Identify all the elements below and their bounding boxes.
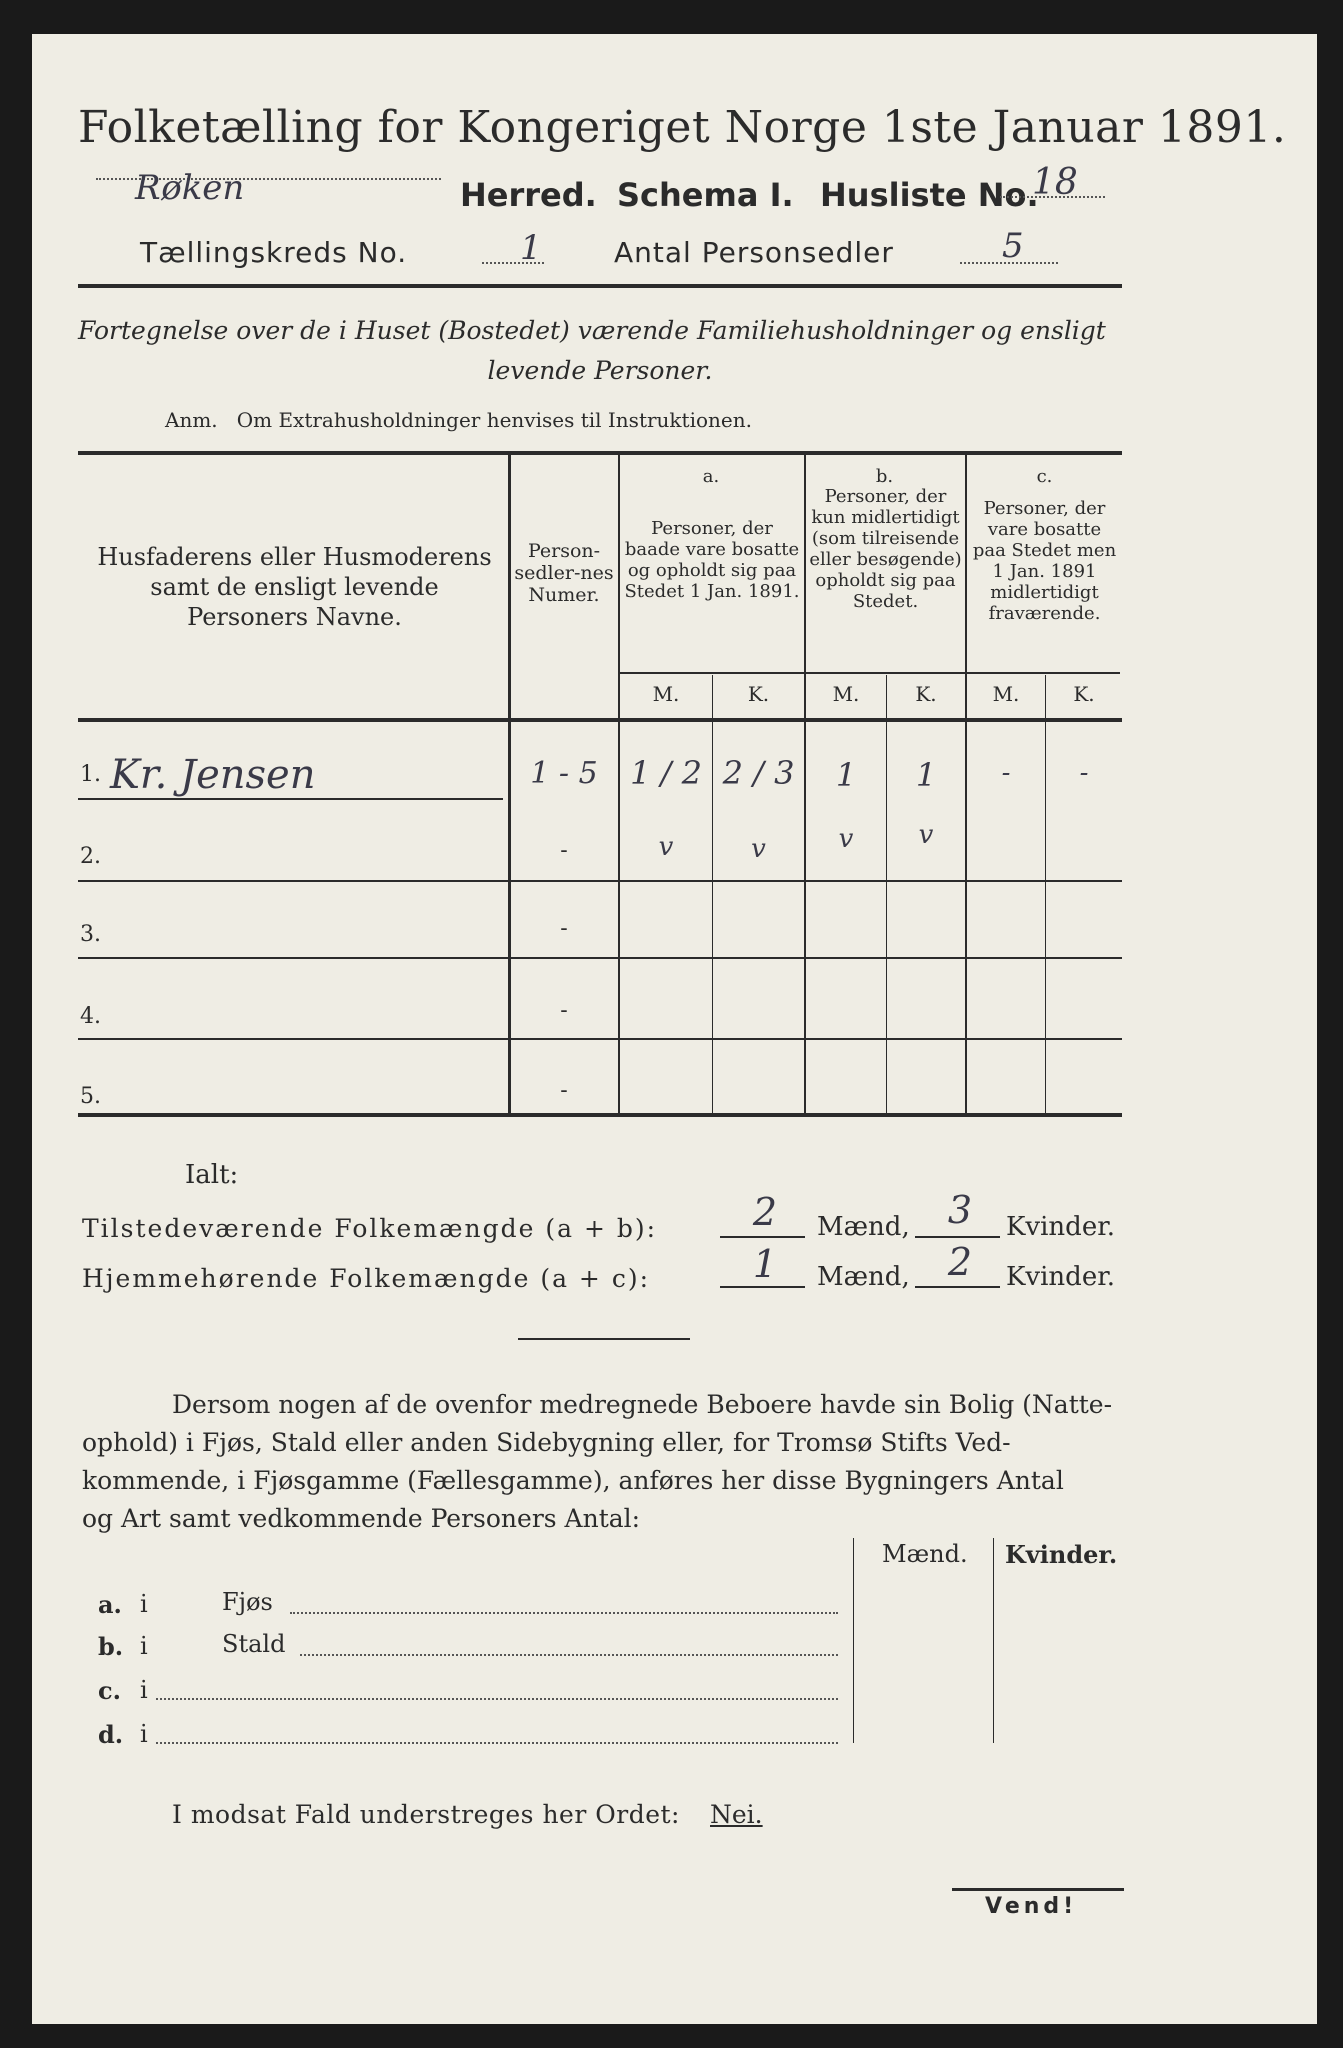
row-3-line: [78, 957, 1122, 959]
item-a-letter: a.: [98, 1590, 122, 1619]
vend-rule: [952, 1888, 1124, 1891]
bolig-maend-header: Mænd.: [882, 1540, 968, 1568]
col-divider-a-mk: [712, 675, 713, 1115]
hjemme-k-value: 2: [947, 1240, 973, 1284]
row-1-a-m: 1 / 2: [630, 754, 702, 792]
item-b-label: Stald: [222, 1630, 286, 1658]
item-a-i: i: [140, 1590, 148, 1618]
a-m-label: M.: [652, 682, 680, 706]
husliste-value: 18: [1032, 162, 1078, 203]
item-c-dots: [156, 1698, 838, 1700]
herred-label: Herred.: [460, 176, 597, 214]
tilstede-m-value: 2: [752, 1190, 778, 1234]
schema-label: Schema I.: [617, 176, 794, 214]
item-d-dots: [156, 1742, 838, 1744]
row-1-a-k: 2 / 3: [722, 754, 795, 792]
form-title: Folketælling for Kongeriget Norge 1ste Januar 1891.: [78, 102, 1287, 153]
row-1-name: Kr. Jensen: [110, 752, 316, 798]
item-b-letter: b.: [98, 1632, 124, 1661]
item-b-dots: [300, 1654, 838, 1656]
bolig-line-1: Dersom nogen af de ovenfor medregnede Beboere havde sin Bolig (Natte-: [172, 1390, 1113, 1419]
herred-value: Røken: [135, 168, 245, 208]
tilstede-k-value: 3: [947, 1188, 973, 1232]
row-2-line: [78, 880, 1122, 882]
intro-line-1: Fortegnelse over de i Huset (Bostedet) værende Familiehusholdninger og ensligt: [78, 316, 1106, 345]
a-k-label: K.: [747, 682, 770, 706]
col-divider-c-mk: [1045, 675, 1046, 1115]
row-1-num: 1 - 5: [530, 756, 598, 791]
anm-note: Anm. Om Extrahusholdninger henvises til Instruktionen.: [165, 408, 752, 432]
item-a-label: Fjøs: [222, 1588, 273, 1616]
col-b-letter: b.: [875, 466, 894, 487]
row-2-b-k: v: [918, 820, 934, 850]
row-4-number: 4.: [80, 1004, 101, 1029]
husliste-label: Husliste No.: [820, 176, 1039, 214]
hjemme-m-value: 1: [752, 1242, 778, 1286]
row-2-a-m: v: [658, 832, 674, 862]
row-5-num: -: [560, 1078, 568, 1103]
bolig-line-2: ophold) i Fjøs, Stald eller anden Sidebygning eller, for Tromsø Stifts Ved-: [82, 1428, 1011, 1457]
item-d-letter: d.: [98, 1720, 124, 1749]
ialt-label: Ialt:: [185, 1160, 239, 1190]
col-num-header: Person-sedler-nes Numer.: [514, 540, 614, 606]
tilstede-k-line: [915, 1236, 1000, 1238]
item-c-letter: c.: [98, 1676, 121, 1705]
bolig-divider-left: [853, 1538, 854, 1743]
bolig-line-3: kommende, i Fjøsgamme (Fællesgamme), anføres her disse Bygningers Antal: [82, 1466, 1064, 1495]
modsat-text: I modsat Fald understreges her Ordet:: [172, 1800, 680, 1829]
col-b-header: Personer, der kun midlertidigt (som tilreisende eller besøgende) opholdt sig paa Stedet.: [809, 486, 962, 612]
hjemme-kvinder: Kvinder.: [1006, 1262, 1116, 1292]
row-1-b-m: 1: [835, 756, 857, 794]
col-c-letter: c.: [1036, 466, 1053, 487]
row-3-num: -: [560, 916, 568, 941]
c-k-label: K.: [1073, 682, 1095, 706]
row-1-b-k: 1: [915, 756, 937, 794]
col-a-header: Personer, der baade vare bosatte og opholdt sig paa Stedet 1 Jan. 1891.: [624, 518, 800, 602]
section-divider: [518, 1338, 690, 1340]
col-c-header: Personer, der vare bosatte paa Stedet men 1 Jan. 1891 midlertidigt fraværende.: [972, 498, 1117, 624]
item-c-i: i: [140, 1676, 148, 1704]
hjemme-label: Hjemmehørende Folkemængde (a + c):: [82, 1264, 650, 1293]
col-name-header: Husfaderens eller Husmoderens samt de ensligt levende Personers Navne.: [97, 543, 492, 631]
bolig-divider-right: [993, 1538, 994, 1743]
kreds-value: 1: [520, 228, 542, 268]
item-a-dots: [290, 1612, 838, 1614]
item-d-i: i: [140, 1720, 148, 1748]
col-a-letter: a.: [702, 466, 720, 487]
hjemme-k-line: [915, 1286, 1000, 1288]
antal-value: 5: [1002, 226, 1024, 266]
hjemme-m-line: [720, 1286, 805, 1288]
row-1-c-k: -: [1079, 758, 1089, 788]
row-2-num: -: [560, 838, 568, 863]
header-rule: [78, 284, 1122, 288]
modsat-nei: Nei.: [710, 1800, 763, 1829]
row-2-number: 2.: [80, 844, 101, 869]
row-2-a-k: v: [751, 834, 766, 864]
intro-line-2: levende Personer.: [487, 356, 713, 385]
row-5-number: 5.: [80, 1084, 101, 1109]
row-1-line: [78, 798, 503, 800]
bolig-kvinder-header: Kvinder.: [1005, 1540, 1118, 1569]
bolig-line-4: og Art samt vedkommende Personers Antal:: [82, 1504, 641, 1533]
row-1-number: 1.: [80, 762, 101, 787]
vend-text: Vend!: [985, 1894, 1078, 1919]
row-3-number: 3.: [80, 922, 101, 947]
antal-label: Antal Personsedler: [614, 236, 894, 269]
mk-subheader-rule: [618, 672, 1120, 674]
tilstede-m-line: [720, 1236, 805, 1238]
kreds-label: Tællingskreds No.: [140, 236, 408, 269]
tilstede-maend: Mænd,: [817, 1212, 910, 1242]
tilstede-label: Tilstedeværende Folkemængde (a + b):: [82, 1214, 658, 1243]
row-4-line: [78, 1038, 1122, 1040]
b-m-label: M.: [832, 682, 860, 706]
c-m-label: M.: [992, 682, 1020, 706]
col-divider-name: [508, 453, 511, 1115]
row-1-c-m: -: [1001, 758, 1011, 788]
row-2-b-m: v: [838, 824, 854, 854]
tilstede-kvinder: Kvinder.: [1006, 1212, 1116, 1242]
item-b-i: i: [140, 1632, 148, 1660]
hjemme-maend: Mænd,: [817, 1262, 910, 1292]
b-k-label: K.: [915, 682, 937, 706]
col-divider-b-mk: [886, 675, 887, 1115]
row-4-num: -: [560, 998, 568, 1023]
